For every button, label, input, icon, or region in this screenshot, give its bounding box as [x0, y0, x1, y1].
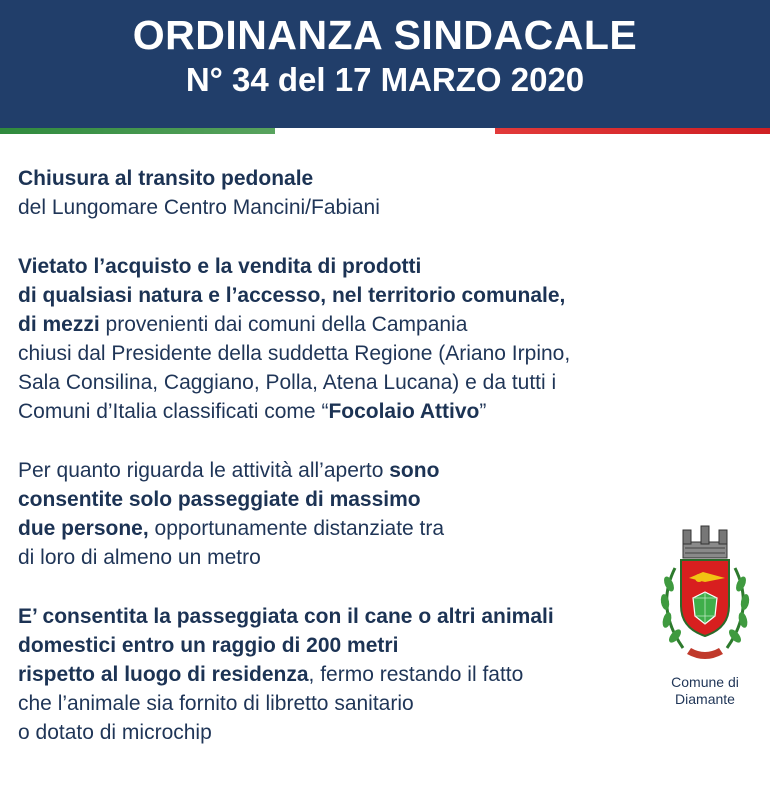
paragraph-outdoor-walks: [18, 456, 638, 572]
walks-line-1a: Per quanto riguarda le attività all’aperto: [18, 459, 390, 482]
document-title: ORDINANZA SINDACALE: [132, 12, 638, 58]
walks-line-3: opportunamente distanziate tra: [148, 517, 445, 540]
flag-white-band: [275, 128, 495, 134]
paragraph-sales-ban: [18, 252, 638, 426]
ban-line-1: Vietato l’acquisto e la vendita di prodotti: [18, 255, 422, 278]
ban-line-3-bold: di mezzi: [18, 313, 100, 336]
closure-location: del Lungomare Centro Mancini/Fabiani: [18, 196, 380, 219]
ban-line-6c: ”: [479, 400, 487, 423]
pets-line-3: , fermo restando il fatto: [308, 663, 524, 686]
ban-line-4: chiusi dal Presidente della suddetta Regione (Ariano Irpino,: [18, 342, 571, 365]
crest-caption: [643, 674, 767, 708]
municipal-crest: [643, 520, 767, 710]
pets-line-2: domestici entro un raggio di 200 metri: [18, 634, 399, 657]
ban-line-6a: Comuni d’Italia classificati come “: [18, 400, 329, 423]
pets-line-5: o dotato di microchip: [18, 721, 212, 744]
walks-line-4: di loro di almeno un metro: [18, 546, 261, 569]
municipal-coat-of-arms-icon: [643, 520, 767, 670]
header-banner: [0, 0, 770, 130]
ordinance-body: [18, 164, 638, 777]
ban-line-5: Sala Consilina, Caggiano, Polla, Atena Lucana) e da tutti i: [18, 371, 557, 394]
crest-caption-line-1: Comune di: [671, 674, 739, 690]
walks-line-3-bold: due persone,: [18, 517, 149, 540]
italian-flag-stripe: [0, 128, 770, 134]
pets-line-1: E’ consentita la passeggiata con il cane o altri animali: [18, 605, 554, 628]
walks-line-2: consentite solo passeggiate di massimo: [18, 488, 421, 511]
walks-line-1b: sono: [389, 459, 440, 482]
paragraph-pedestrian-closure: [18, 164, 638, 222]
flag-green-band: [0, 128, 275, 134]
ban-line-3: provenienti dai comuni della Campania: [99, 313, 468, 336]
pets-line-4: che l’animale sia fornito di libretto sanitario: [18, 692, 414, 715]
crest-caption-line-2: Diamante: [675, 691, 735, 707]
paragraph-pet-walks: [18, 602, 638, 747]
flag-red-band: [495, 128, 770, 134]
pets-line-3-bold: rispetto al luogo di residenza: [18, 663, 309, 686]
active-outbreak-label: Focolaio Attivo: [328, 400, 480, 423]
ban-line-2: di qualsiasi natura e l’accesso, nel territorio comunale,: [18, 284, 566, 307]
document-subtitle: N° 34 del 17 MARZO 2020: [185, 61, 585, 98]
closure-heading: Chiusura al transito pedonale: [18, 167, 314, 190]
